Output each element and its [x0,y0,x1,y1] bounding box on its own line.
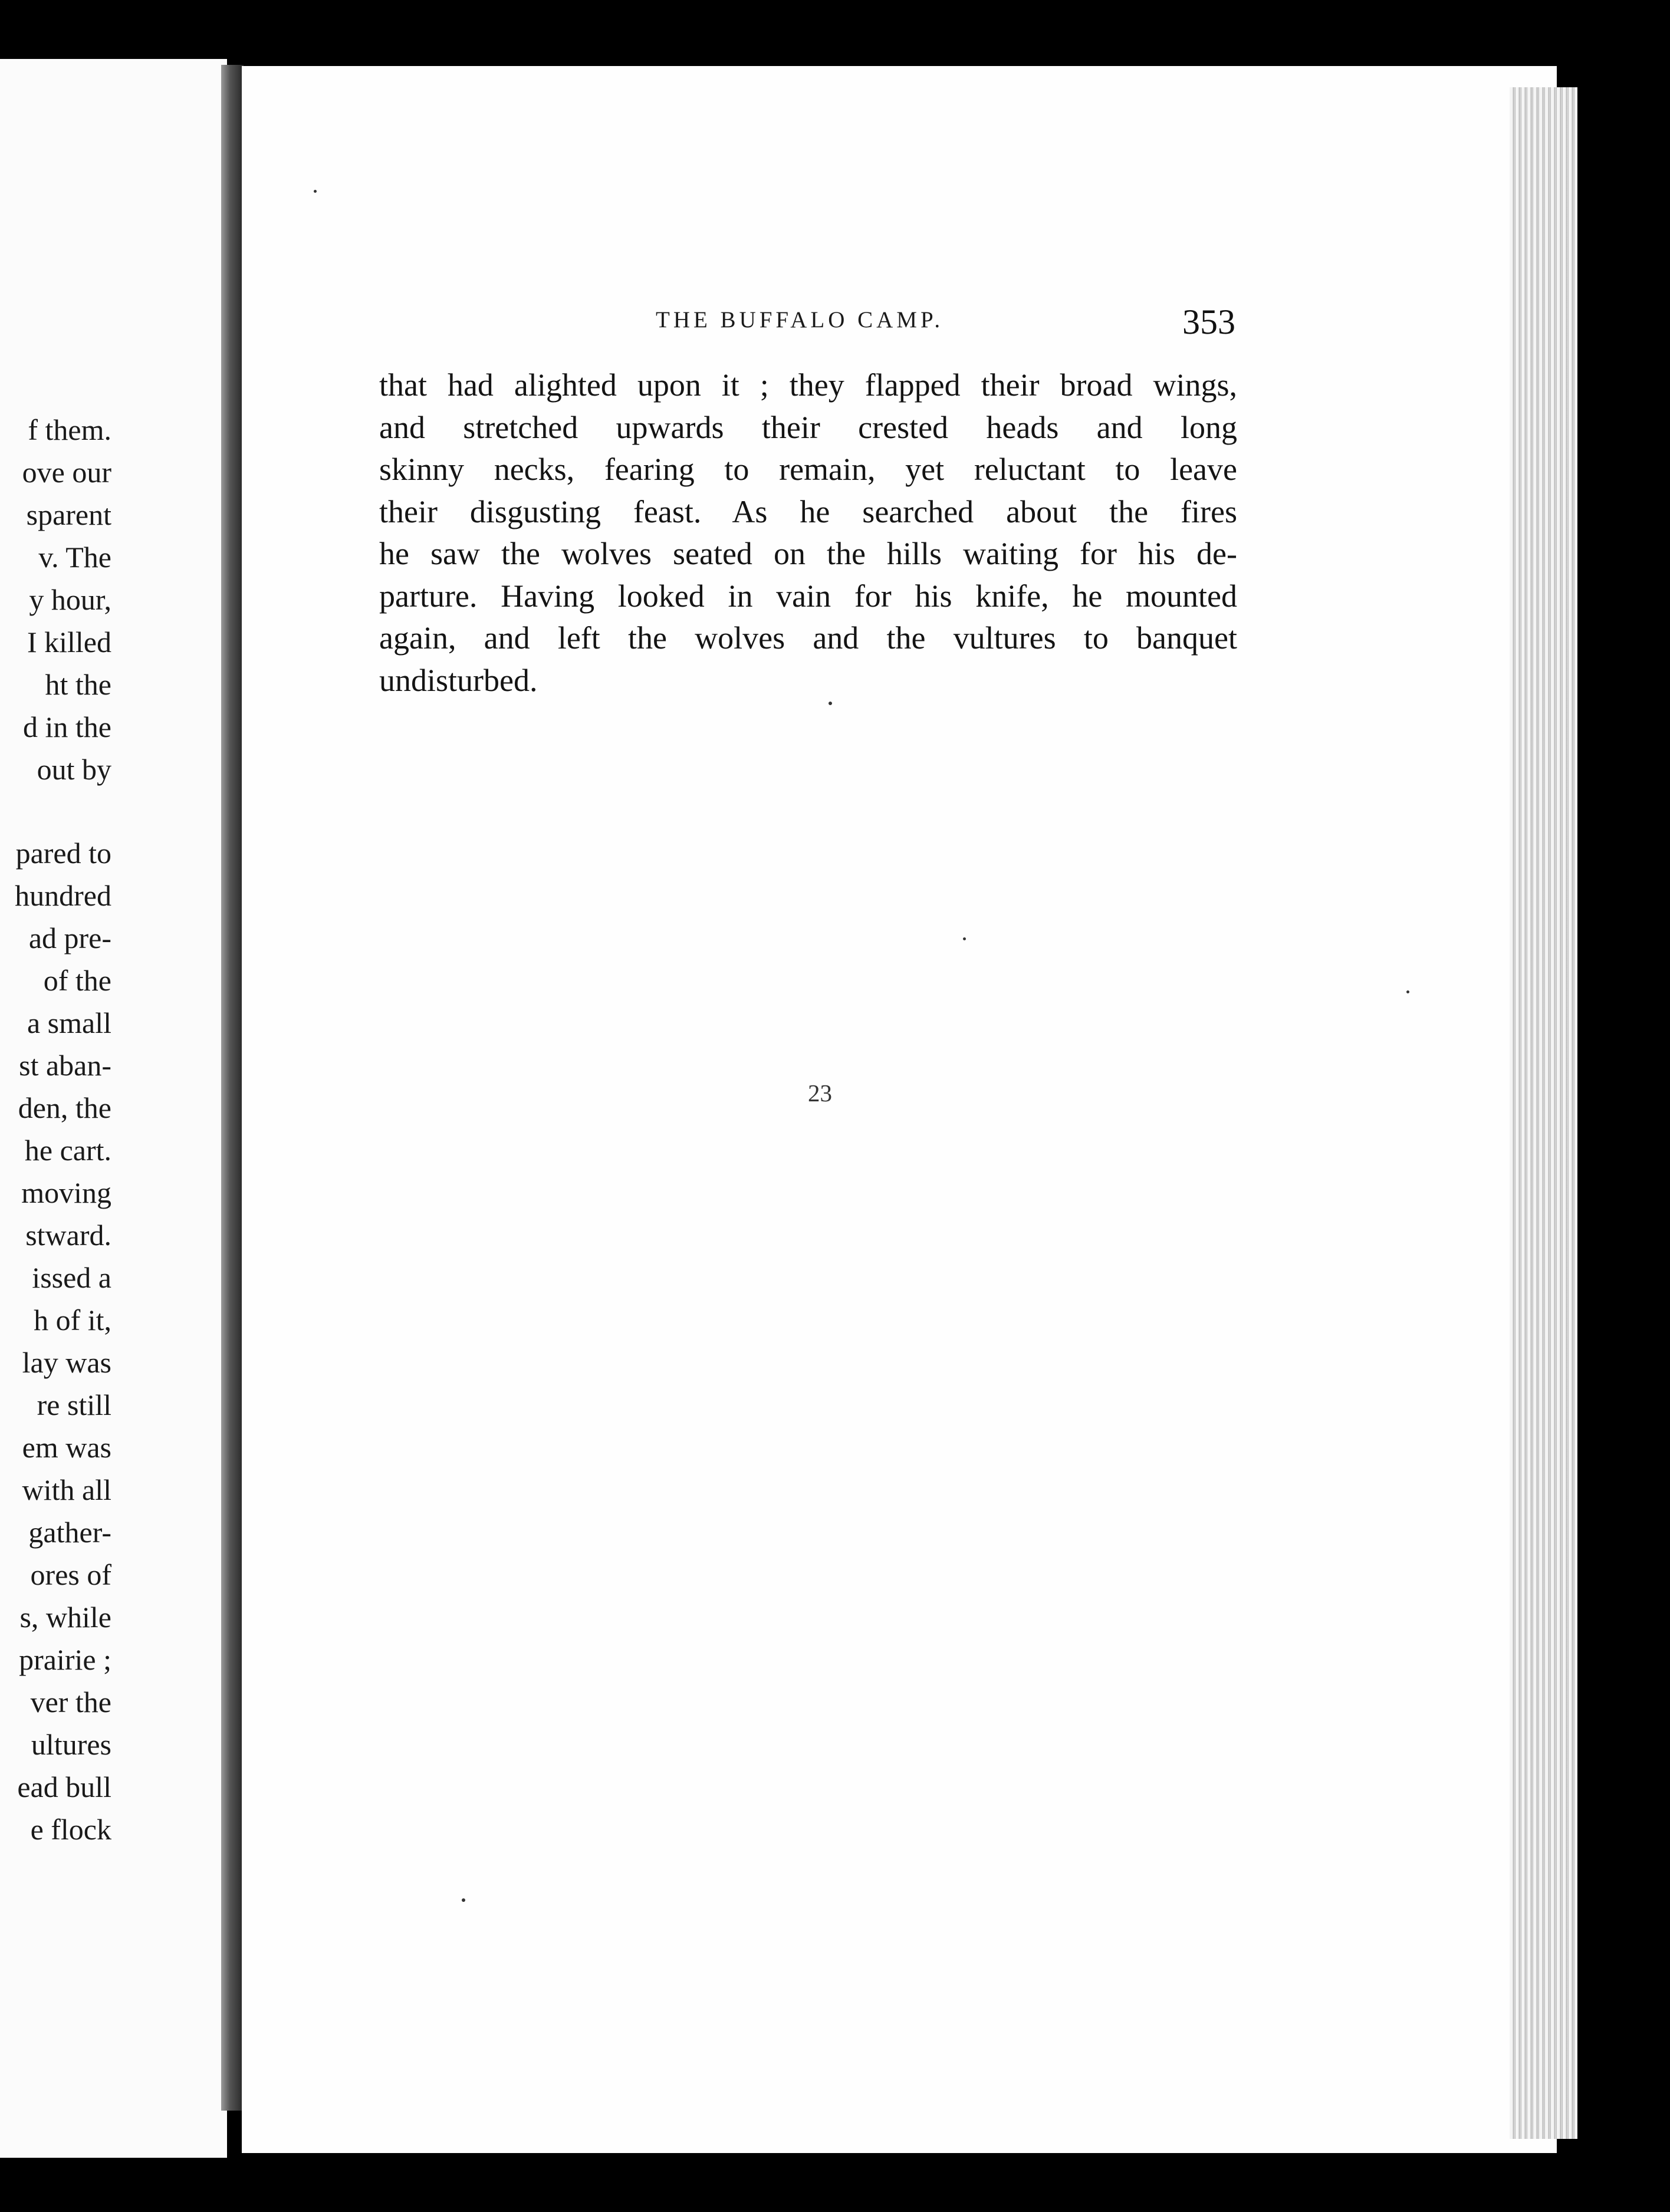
body-line: undisturbed. [379,662,538,698]
left-line: v. The [38,541,111,574]
left-line: ultures [31,1728,111,1761]
left-line: hundred [15,879,111,912]
body-line: that had alighted upon it ; they flapped their broad wings, [379,367,1237,403]
page-number: 353 [1182,302,1235,341]
body-line: he saw the wolves seated on the hills waiting for his de- [379,536,1237,571]
left-facing-page [0,59,227,2158]
left-line: with all [22,1473,111,1506]
body-line: their disgusting feast. As he searched about the fires [379,493,1237,529]
left-line: lay was [22,1346,111,1379]
left-line: ores of [30,1558,111,1591]
left-line: ver the [30,1686,111,1719]
ink-speck [314,190,317,193]
body-paragraph [379,364,1237,702]
left-line: stward. [25,1219,111,1252]
left-line: sparent [26,498,111,531]
left-line: f them. [28,413,111,446]
left-line: a small [27,1006,111,1039]
left-line: ht the [45,668,111,701]
page-edges [1510,87,1577,2139]
left-line: h of it, [34,1304,111,1337]
body-line: parture. Having looked in vain for his knife, he mounted [379,578,1237,614]
left-line: prairie ; [19,1643,111,1676]
left-line: d in the [23,710,111,743]
left-line: gather- [28,1516,111,1549]
signature-mark: 23 [808,1079,832,1107]
body-line: again, and left the wolves and the vultures to banquet [379,620,1237,656]
ink-speck [963,937,966,940]
left-line: pared to [15,837,111,870]
left-line: den, the [18,1091,111,1124]
left-line: ead bull [17,1770,111,1803]
left-line: moving [21,1176,111,1209]
left-line: s, while [19,1601,111,1634]
ink-speck [462,1898,465,1902]
left-line: ad pre- [28,921,111,954]
ink-speck [829,702,832,705]
left-line: ove our [22,456,111,489]
left-line: of the [43,964,111,997]
left-line: y hour, [29,583,111,616]
left-page-text [15,409,111,1851]
left-line: st aban- [19,1049,111,1082]
left-line: he cart. [24,1134,111,1167]
left-line: issed a [32,1261,111,1294]
ink-speck [1406,990,1409,993]
left-line: e flock [30,1813,111,1846]
body-line: skinny necks, fearing to remain, yet reluctant to leave [379,452,1237,487]
body-line: and stretched upwards their crested heads and long [379,409,1237,445]
left-line: out by [37,753,111,786]
running-head: THE BUFFALO CAMP. [656,307,944,333]
book-gutter [221,65,244,2111]
left-line: I killed [27,626,111,659]
left-line: em was [22,1431,111,1464]
left-line: re still [37,1388,111,1421]
